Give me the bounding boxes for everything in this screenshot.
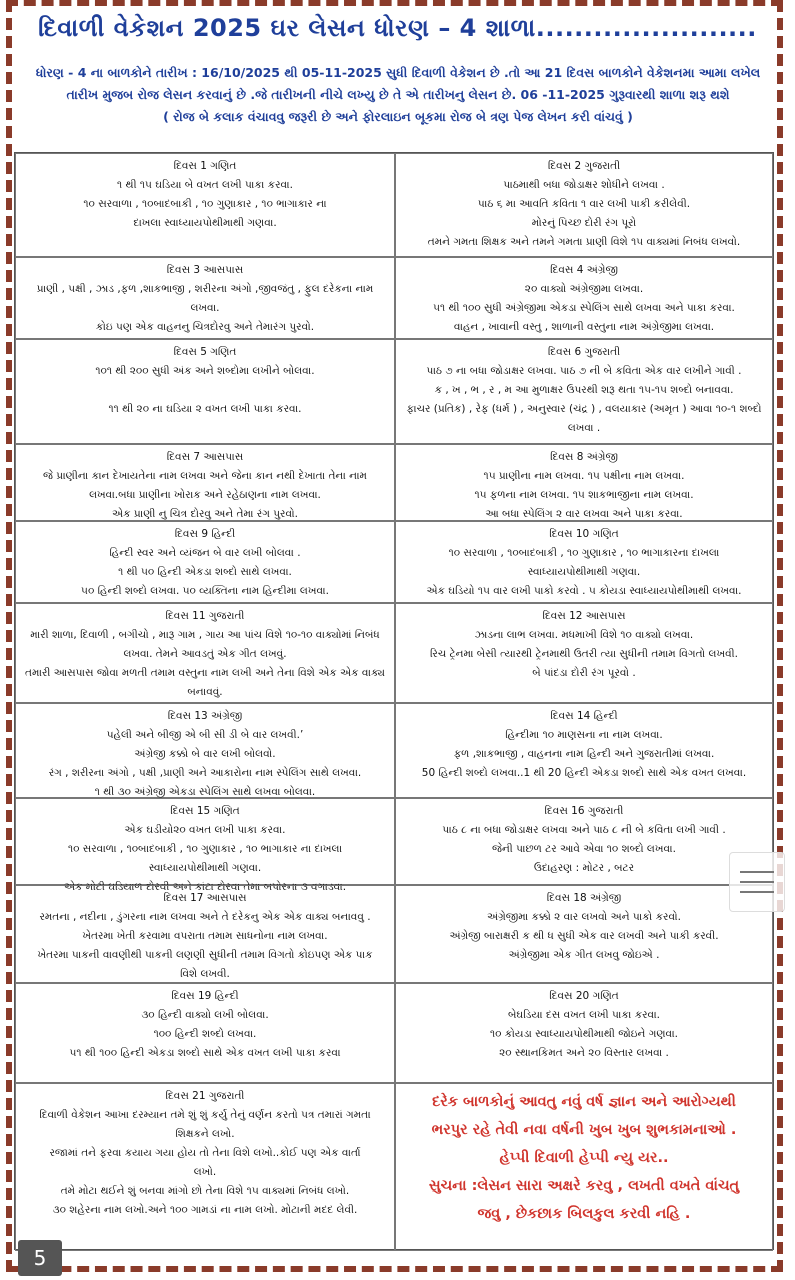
day-task-line: રજામાં તને ફરવા કયાય ગયા હોય તો તેના વિશે લખો..કોઈ પણ એક વાર્તા	[49, 1147, 361, 1159]
day-cell	[15, 983, 395, 1083]
day-task-line: ૧૦ કોયડા સ્વાધ્યાયપોથીમાથી જોઇને ગણવા.	[490, 1028, 678, 1040]
day-task-line: એક ઘડીયો૨૦ વખત લખી પાકા કરવા.	[124, 824, 286, 836]
day-task-line: ૧૧ થી ૨૦ ના ઘડિયા ૨ વખત લખી પાકા કરવા.	[108, 403, 302, 415]
day-task-line: એક પ્રાણી નુ ચિત્ર દોરવુ અને તેમા રંગ પુરવો.	[112, 508, 298, 520]
day-task-line: પહેલી અને બીજી એ બી સી ડી બે વાર લખવી.’	[106, 729, 304, 741]
day-task-line: હિન્દીમા ૧૦ માણસના ના નામ લખવા.	[505, 729, 663, 741]
day-heading: દિવસ 4 અંગ્રેજી	[550, 264, 618, 276]
day-cell	[395, 521, 773, 603]
day-task-line: ખેતરમા પાકની વાવણીથી પાકની લણણી સુધીની તમામ વિગતો કોઇપણ એક પાક	[37, 949, 373, 961]
day-task-line: બેઘડિયા દસ વખત લખી પાકા કરવા.	[507, 1009, 661, 1021]
wish-line: દરેક બાળકોનું આવતુ નવું વર્ષ જ્ઞાન અને આરોગ્યથી	[432, 1094, 736, 1110]
new-year-wishes	[395, 1083, 773, 1251]
day-cell	[15, 1083, 395, 1251]
day-task-line: ૧૫ ફળના નામ લખવા. ૧૫ શાકભાજીના નામ લખવા.	[474, 489, 694, 501]
day-task-line: બે પાંદડા દોરી રંગ પૂરવો .	[532, 667, 636, 679]
day-heading: દિવસ 14 હિન્દી	[550, 710, 618, 722]
day-task-line: લખવા.બધા પ્રાણીના ખોરાક અને રહેઠાણના નામ લખવા.	[89, 489, 321, 501]
day-task-line: મારી શાળા, દિવાળી , બગીચો , મારૂ ગામ , ગાય આ પાંચ વિશે ૧૦-૧૦ વાક્યોમાં નિબંધ	[30, 629, 380, 641]
day-task-line: વાહન , ખાવાની વસ્તુ , શાળાની વસ્તુના નામ અંગ્રેજીમા લખવા.	[453, 321, 715, 333]
day-cell	[15, 885, 395, 983]
day-task-line: હિન્દી સ્વર અને વ્યંજન બે વાર લખી બોલવા .	[109, 547, 301, 559]
day-cell	[15, 153, 395, 257]
day-task-line: તમારી આસપાસ જોવા મળતી તમામ વસ્તુના નામ લખી અને તેના વિશે એક એક વાક્ય	[25, 667, 385, 679]
intro-line: ધોરણ - 4 ના બાળકોને તારીખ : 16/10/2025 થી 05-11-2025 સુધી દિવાળી વેકેશન છે .તો આ 21 દિવસ બાળકોને વેકેશનમા આમા લખેલ	[35, 65, 761, 80]
day-cell	[395, 444, 773, 521]
day-cell	[395, 257, 773, 339]
day-task-line: અંગ્રેજી કક્કો બે વાર લખી બોલવો.	[134, 748, 276, 760]
page-number-badge: 5	[18, 1240, 62, 1276]
wish-line: જવુ , છેકછાક બિલકુલ કરવી નહિ .	[477, 1206, 691, 1222]
day-task-line: બનાવવું.	[187, 686, 223, 698]
menu-icon[interactable]	[729, 852, 785, 912]
day-task-line: ફળ ,શાકભાજી , વાહનના નામ હિન્દી અને ગુજરાતીમાં લખવા.	[453, 748, 715, 760]
day-cell	[15, 521, 395, 603]
day-task-line: ૨૦ સ્થાનકિમત અને ૨૦ વિસ્તાર લખવા .	[499, 1047, 669, 1059]
day-cell	[395, 983, 773, 1083]
day-cell	[15, 798, 395, 893]
day-cell	[395, 603, 773, 703]
day-task-line: ક , ખ , ભ , ર , મ આ મુળાક્ષર ઉપરથી શરૂ થતા ૧૫-૧૫ શબ્દો બનાવવા.	[434, 384, 734, 396]
day-cell	[15, 257, 395, 339]
day-heading: દિવસ 7 આસપાસ	[166, 451, 244, 463]
day-task-line	[22, 381, 388, 400]
day-task-line: ઝાડના લાભ લખવા. મધમાખી વિશે ૧૦ વાક્યો લખવા.	[474, 629, 694, 641]
day-task-line: ૧ થી ૧૫ ઘડિયા બે વખત લખી પાકા કરવા.	[117, 179, 293, 191]
day-task-line: ફાચર (પ્રતિક) , રેફ (ધર્મ ) , અનુસ્વાર (ચંદ્ર ) , વલયાકાર (અમૃત ) આવા ૧૦-૧ શબ્દો	[406, 403, 762, 415]
page-title: દિવાળી વેકેશન 2025 ઘર લેસન ધોરણ – 4 શાળા.......................	[38, 14, 757, 42]
day-task-line: વિશે લખવી.	[180, 968, 230, 980]
day-task-line: ૧ થી ૫૦ હિન્દી એકડા શબ્દો સાથે લખવા.	[118, 566, 292, 578]
day-task-line: અંગ્રેજીમા એક ગીત લખવુ જોઇએ .	[508, 949, 660, 961]
day-task-line: ૫૧ થી ૧૦૦ સુધી અંગ્રેજીમા એકડા સ્પેલિંગ સાથે લખવા અને પાકા કરવા.	[433, 302, 735, 314]
day-task-line: પાઠ ૮ ના બધા જોડાક્ષર લખવા અને પાઠ ૮ ની બે કવિતા લખી ગાવી .	[442, 824, 726, 836]
day-task-line: ૧૦૦ હિન્દી શબ્દો લખવા.	[153, 1028, 257, 1040]
day-cell	[395, 703, 773, 798]
intro-text	[28, 62, 768, 128]
day-task-line: ૫૦ હિન્દી શબ્દો લખવા. ૫૦ વ્યક્તિના નામ હિન્દીમા લખવા.	[81, 585, 329, 597]
day-task-line: અંગ્રેજીમા કક્કો ૨ વાર લખવો અને પાકો કરવો.	[487, 911, 681, 923]
day-heading: દિવસ 15 ગણિત	[170, 805, 240, 817]
day-heading: દિવસ 21 ગુજરાતી	[165, 1090, 245, 1102]
day-heading: દિવસ 3 આસપાસ	[166, 264, 244, 276]
day-task-line: ૧૦૧ થી ૨૦૦ સુધી અંક અને શબ્દોમા લખીને બોલવા.	[95, 365, 315, 377]
day-task-line: ૧૫ પ્રાણીના નામ લખવા. ૧૫ પક્ષીના નામ લખવા.	[483, 470, 685, 482]
day-cell	[15, 444, 395, 521]
day-task-line: એક મોટી ઘડિયાળ દોરવી અને કાંટા દોરવા તેમા બપોરના ૩ વગાડવા.	[63, 881, 347, 893]
day-task-line: પાઠ ૭ ના બધા જોડાક્ષર લખવા. પાઠ ૭ ની બે કવિતા એક વાર લખીને ગાવી .	[426, 365, 742, 377]
day-task-line: ૧૦ સરવાળા , ૧૦બાદબાકી , ૧૦ ગુણાકાર , ૧૦ ભાગાકાર ના	[83, 198, 327, 210]
day-task-line: લખવા .	[567, 422, 601, 434]
day-heading: દિવસ 5 ગણિત	[173, 346, 237, 358]
day-task-line: જેની પાછળ ટર આવે એવા ૧૦ શબ્દો લખવા.	[492, 843, 676, 855]
wish-line: હેપ્પી દિવાળી હેપ્પી ન્યુ યર..	[499, 1150, 669, 1166]
day-task-line: પાઠમાથી બધા જોડાક્ષર શોધીને લખવા .	[503, 179, 665, 191]
day-task-line: દાખલા સ્વાધ્યાયપોથીમાથી ગણવા.	[133, 217, 277, 229]
day-task-line: તમે મોટા થઈને શું બનવા માંગો છો તેના વિશે ૧૫ વાક્યમાં નિબંધ લખો.	[60, 1185, 350, 1197]
day-task-line: ૫૧ થી ૧૦૦ હિન્દી એકડા શબ્દો સાથે એક વખત લખી પાકા કરવા	[69, 1047, 341, 1059]
wish-line: ભરપુર રહે તેવી નવા વર્ષની ખુબ ખુબ શુભકામનાઓ .	[431, 1122, 737, 1138]
day-cell	[395, 798, 773, 885]
wish-line: સુચના :લેસન સારા અક્ષરે કરવુ , લખતી વખતે વાંચતુ	[428, 1178, 740, 1194]
day-task-line: મોરનું પિચ્છ દોરી રંગ પૂરો	[531, 217, 637, 229]
day-heading: દિવસ 1 ગણિત	[173, 160, 237, 172]
day-task-line: દિવાળી વેકેશન આખા દરમ્યાન તમે શું શું કર્યુ તેનું વર્ણન કરતો પત્ર તમારાં ગમતા	[39, 1109, 371, 1121]
day-task-line: તમને ગમતા શિક્ષક અને તમને ગમતા પ્રાણી વિશે ૧૫ વાક્યમાં નિબંધ લખવો.	[427, 236, 741, 248]
day-heading: દિવસ 18 અંગ્રેજી	[546, 892, 622, 904]
day-task-line: રમતના , નદીના , ડુંગરના નામ લખવા અને તે દરેકનુ એક એક વાક્ય બનાવવુ .	[39, 911, 371, 923]
day-heading: દિવસ 11 ગુજરાતી	[165, 610, 245, 622]
day-heading: દિવસ 10 ગણિત	[549, 528, 619, 540]
day-task-line: ખેતરમા ખેતી કરવામા વપરાતા તમામ સાધનોના નામ લખવા.	[82, 930, 328, 942]
day-task-line: કોઇ પણ એક વાહનનુ ચિત્રદોરવુ અને તેમારંગ પુરવો.	[95, 321, 315, 333]
day-task-line: લખવા.	[190, 302, 220, 314]
day-task-line: ૧ થી ૩૦ અંગ્રેજી એકડા સ્પેલિંગ સાથે લખવા બોલવા.	[94, 786, 316, 798]
intro-line: તારીખ મુજબ રોજ લેસન કરવાનું છે .જે તારીખની નીચે લખ્યુ છે તે એ તારીખનુ લેસન છે. 06 -11-2025 ગુરૂવારથી શાળા શરૂ થશે	[66, 87, 730, 102]
day-heading: દિવસ 16 ગુજરાતી	[544, 805, 624, 817]
day-task-line: પ્રાણી , પક્ષી , ઝાડ ,ફળ ,શાકભાજી , શરીરના અંગો ,જીવજંતુ , ફુલ દરેકના નામ	[36, 283, 374, 295]
day-task-line: આ બધા સ્પેલિંગ ૨ વાર લખવા અને પાકા કરવા.	[485, 508, 683, 520]
intro-line: ( રોજ બે કલાક વંચાવવુ જરૂરી છે અને ફોરલાઇન બૂકમા રોજ બે ત્રણ પેજ લેખન કરી વાંચવું )	[163, 109, 633, 124]
day-task-line: જે પ્રાણીના કાન દેખાયતેના નામ લખવા અને જેના કાન નથી દેખાતા તેના નામ	[43, 470, 367, 482]
day-task-line: સ્વાધ્યાયપોથીમાથી ગણવા.	[527, 566, 641, 578]
day-task-line: લખવા. તેમને આવડતું એક ગીત લખવું.	[123, 648, 287, 660]
day-task-line: રિચ ટ્રેનમા બેસી ત્યારથી ટ્રેનમાથી ઉતરી ત્યા સુધીની તમામ વિગતો લખવી.	[430, 648, 738, 660]
day-heading: દિવસ 19 હિન્દી	[171, 990, 239, 1002]
day-task-line: ૩૦ હિન્દી વાક્યો લખી બોલવા.	[141, 1009, 269, 1021]
day-cell	[15, 703, 395, 798]
day-cell	[15, 603, 395, 703]
day-task-line: પાઠ ૬ મા આવતિ કવિતા ૧ વાર લખી પાકી કરીલેવી.	[477, 198, 691, 210]
day-task-line: શિક્ષકને લખો.	[175, 1128, 235, 1140]
day-task-line: લખો.	[193, 1166, 217, 1178]
day-cell	[395, 885, 773, 983]
homework-table	[14, 152, 774, 1250]
day-heading: દિવસ 6 ગુજરાતી	[547, 346, 621, 358]
day-task-line: અંગ્રેજી બારાક્ષરી ક થી ધ સુધી એક વાર લખવી અને પાકી કરવી.	[449, 930, 719, 942]
day-heading: દિવસ 20 ગણિત	[549, 990, 619, 1002]
day-task-line: સ્વાધ્યાયપોથીમાથી ગણવા.	[148, 862, 262, 874]
day-task-line: ૧૦ સરવાળા , ૧૦બાદબાકી , ૧૦ ગુણાકાર , ૧૦ ભાગાકારના દાખલા	[448, 547, 720, 559]
day-task-line: એક ઘડિયો ૧૫ વાર લખી પાકો કરવો . ૫ કોયડા સ્વાધ્યાયપોથીમાથી લખવા.	[426, 585, 742, 597]
day-task-line: રંગ , શરીરના અંગો , પક્ષી ,પ્રાણી અને આકારોના નામ સ્પેલિંગ સાથે લખવા.	[48, 767, 362, 779]
day-heading: દિવસ 8 અંગ્રેજી	[550, 451, 618, 463]
day-task-line: 50 હિન્દી શબ્દો લખવા..1 થી 20 હિન્દી એકડા શબ્દો સાથે એક વખત લખવા.	[421, 767, 747, 779]
day-heading: દિવસ 12 આસપાસ	[542, 610, 626, 622]
day-cell	[395, 153, 773, 257]
day-heading: દિવસ 13 અંગ્રેજી	[167, 710, 243, 722]
day-task-line: ૩૦ શહેરના નામ લખો.અને ૧૦૦ ગામડાં ના નામ લખો. મોટાની મદદ લેવી.	[52, 1204, 358, 1216]
day-cell	[395, 339, 773, 444]
day-task-line: ૨૦ વાક્યો અંગ્રેજીમા લખવા.	[524, 283, 644, 295]
day-heading: દિવસ 9 હિન્દી	[174, 528, 236, 540]
day-task-line: ૧૦ સરવાળા , ૧૦બાદબાકી , ૧૦ ગુણાકાર , ૧૦ ભાગાકાર ના દાખલા	[67, 843, 343, 855]
day-heading: દિવસ 17 આસપાસ	[163, 892, 247, 904]
day-cell	[15, 339, 395, 444]
day-task-line: ઉદાહરણ : મોટર , બટર	[533, 862, 635, 874]
day-heading: દિવસ 2 ગુજરાતી	[547, 160, 621, 172]
